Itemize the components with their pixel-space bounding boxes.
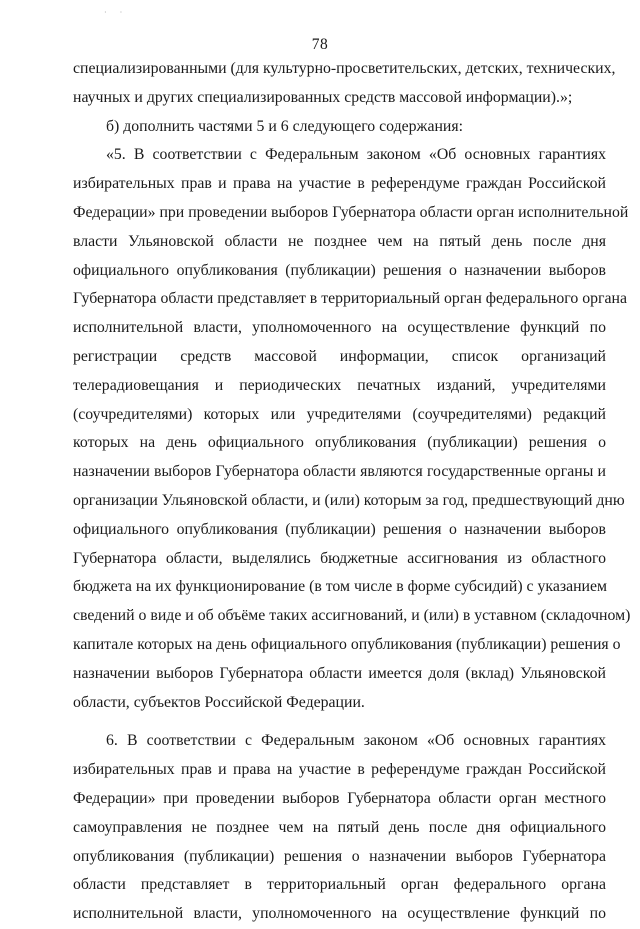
text-line: опубликования (публикации) решения о назначении выборов Губернатора (73, 847, 606, 865)
text-line: научных и других специализированных средств массовой информации).»; (73, 88, 573, 106)
text-line: избирательных прав и права на участие в референдуме граждан Российской (73, 175, 606, 193)
page-number: 78 (311, 36, 329, 53)
text-line: организации Ульяновской области, и (или) которым за год, предшествующий дню (73, 491, 625, 509)
text-line: б) дополнить частями 5 и 6 следующего содержания: (106, 117, 464, 135)
text-line: регистрации средств массовой информации, список организаций (73, 347, 606, 365)
text-line: сведений о виде и об объёме таких ассигнований, и (или) в уставном (складочном) (73, 607, 631, 625)
text-line: «5. В соответствии с Федеральным законом «Об основных гарантиях (106, 146, 606, 164)
text-line: которых на день официального опубликования (публикации) решения о (73, 434, 606, 452)
text-line: избирательных прав и права на участие в референдуме граждан Российской (73, 761, 606, 779)
text-line: назначении выборов Губернатора области являются государственные органы и (73, 463, 606, 481)
text-line: самоуправления не позднее чем на пятый день после дня официального (73, 818, 606, 836)
document-body (73, 55, 631, 929)
text-line: Федерации» при проведении выборов Губернатора области орган исполнительной (73, 203, 629, 221)
text-line: 6. В соответствии с Федеральным законом «Об основных гарантиях (106, 732, 606, 750)
text-line: капитале которых на день официального опубликования (публикации) решения о (73, 635, 621, 653)
text-line: Губернатора области, выделялись бюджетные ассигнования из областного (73, 549, 606, 567)
text-line: власти Ульяновской области не позднее чем на пятый день после дня (73, 232, 606, 250)
text-line: исполнительной власти, уполномоченного на осуществление функций по (73, 905, 606, 923)
text-line: Федерации» при проведении выборов Губернатора области орган местного (73, 789, 606, 807)
text-line: области представляет в территориальный орган федерального органа (73, 876, 606, 894)
paragraph-gap (73, 717, 606, 727)
text-line: исполнительной власти, уполномоченного на осуществление функций по (73, 319, 606, 337)
text-line: назначении выборов Губернатора области имеется доля (вклад) Ульяновской (73, 664, 606, 682)
text-line: (соучредителями) которых или учредителями (соучредителями) редакций (73, 405, 606, 423)
text-line: телерадиовещания и периодических печатных изданий, учредителями (73, 376, 606, 394)
text-line: специализированными (для культурно-просветительских, детских, технических, (73, 60, 616, 77)
scan-artifact: · · (104, 8, 126, 17)
text-line: бюджета на их функционирование (в том числе в форме субсидий) с указанием (73, 578, 608, 596)
text-line: официального опубликования (публикации) решения о назначении выборов (73, 261, 606, 279)
text-line: Губернатора области представляет в территориальный орган федерального органа (73, 290, 627, 308)
text-line: официального опубликования (публикации) решения о назначении выборов (73, 520, 606, 538)
text-line: области, субъектов Российской Федерации. (73, 693, 365, 711)
